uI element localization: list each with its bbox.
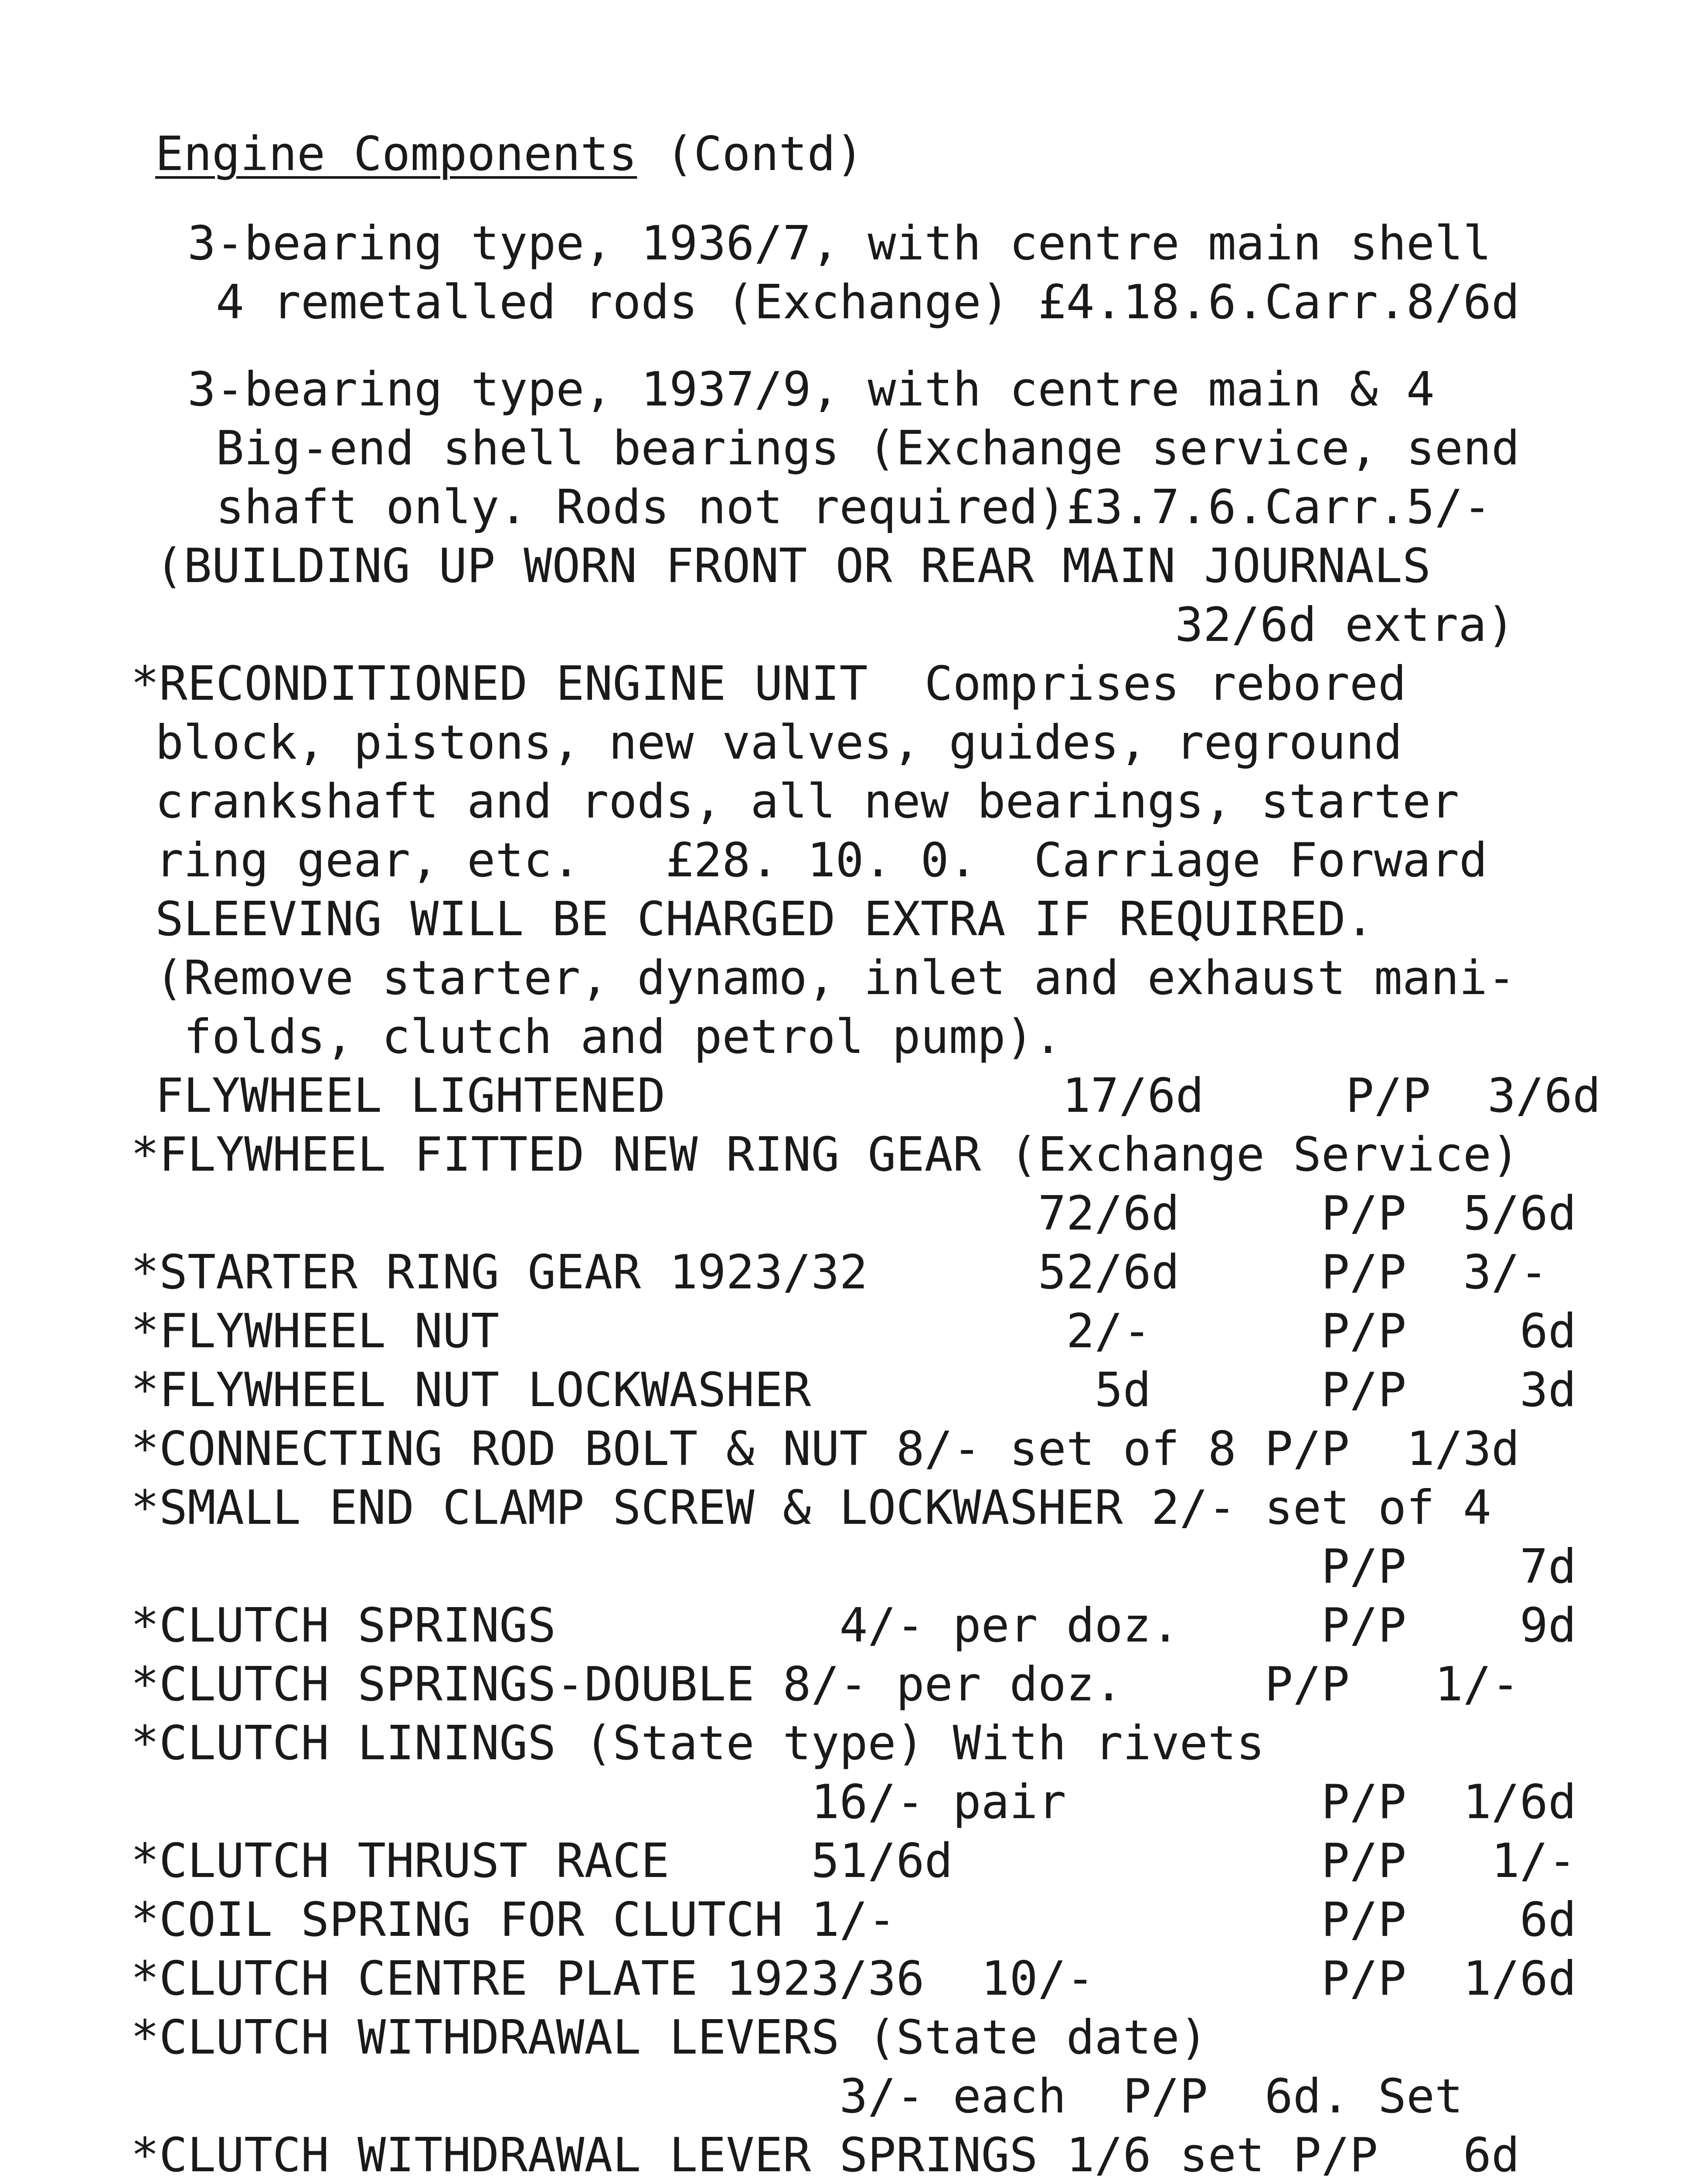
price-line: *SMALL END CLAMP SCREW & LOCKWASHER 2/- set of 4	[131, 1481, 1492, 1535]
price-line: *CONNECTING ROD BOLT & NUT 8/- set of 8 P/P 1/3d	[131, 1422, 1520, 1476]
section-heading-line	[155, 127, 864, 181]
price-line: *CLUTCH WITHDRAWAL LEVERS (State date)	[131, 2010, 1208, 2065]
text-line: 32/6d extra)	[1175, 598, 1515, 652]
text-line: folds, clutch and petrol pump).	[155, 1010, 1062, 1064]
price-line: *FLYWHEEL NUT LOCKWASHER 5d P/P 3d	[131, 1363, 1577, 1417]
text-line: (BUILDING UP WORN FRONT OR REAR MAIN JOURNALS	[155, 539, 1431, 593]
price-line: *CLUTCH LININGS (State type) With rivets	[131, 1716, 1265, 1771]
price-line: *FLYWHEEL NUT 2/- P/P 6d	[131, 1304, 1577, 1359]
price-line: *CLUTCH SPRINGS-DOUBLE 8/- per doz. P/P 1/-	[131, 1657, 1520, 1712]
text-line: 3-bearing type, 1936/7, with centre main shell	[187, 216, 1491, 271]
price-line: 3/- each P/P 6d. Set	[131, 2069, 1463, 2124]
price-line: *FLYWHEEL FITTED NEW RING GEAR (Exchange Service)	[131, 1127, 1520, 1182]
price-line: 16/- pair P/P 1/6d	[131, 1775, 1577, 1829]
text-line: SLEEVING WILL BE CHARGED EXTRA IF REQUIRED.	[155, 892, 1374, 947]
price-line: 72/6d P/P 5/6d	[131, 1186, 1577, 1241]
text-line: (Remove starter, dynamo, inlet and exhaust mani-	[155, 951, 1516, 1005]
text-line: 3-bearing type, 1937/9, with centre main & 4	[187, 362, 1435, 417]
section-heading-suffix: (Contd)	[637, 127, 864, 181]
text-line: Big-end shell bearings (Exchange service, send	[187, 421, 1520, 476]
text-line: 4 remetalled rods (Exchange) £4.18.6.Carr.8/6d	[187, 275, 1520, 330]
text-line: *RECONDITIONED ENGINE UNIT Comprises rebored	[131, 657, 1406, 711]
price-line: *CLUTCH SPRINGS 4/- per doz. P/P 9d	[131, 1598, 1577, 1653]
price-line: *CLUTCH THRUST RACE 51/6d P/P 1/-	[131, 1834, 1577, 1888]
price-line: *CLUTCH CENTRE PLATE 1923/36 10/- P/P 1/6d	[131, 1952, 1577, 2006]
price-line: FLYWHEEL LIGHTENED 17/6d P/P 3/6d	[155, 1069, 1601, 1123]
text-line: block, pistons, new valves, guides, reground	[155, 715, 1402, 770]
text-line: ring gear, etc. £28. 10. 0. Carriage Forward	[155, 833, 1488, 888]
text-line: shaft only. Rods not required)£3.7.6.Carr.5/-	[187, 480, 1491, 535]
price-line: *COIL SPRING FOR CLUTCH 1/- P/P 6d	[131, 1893, 1577, 1947]
section-heading: Engine Components	[155, 127, 637, 181]
price-line: *STARTER RING GEAR 1923/32 52/6d P/P 3/-	[131, 1245, 1548, 1300]
price-line: P/P 7d	[131, 1540, 1577, 1594]
text-line: crankshaft and rods, all new bearings, starter	[155, 774, 1459, 829]
price-line: *CLUTCH WITHDRAWAL LEVER SPRINGS 1/6 set P/P 6d	[131, 2128, 1520, 2180]
